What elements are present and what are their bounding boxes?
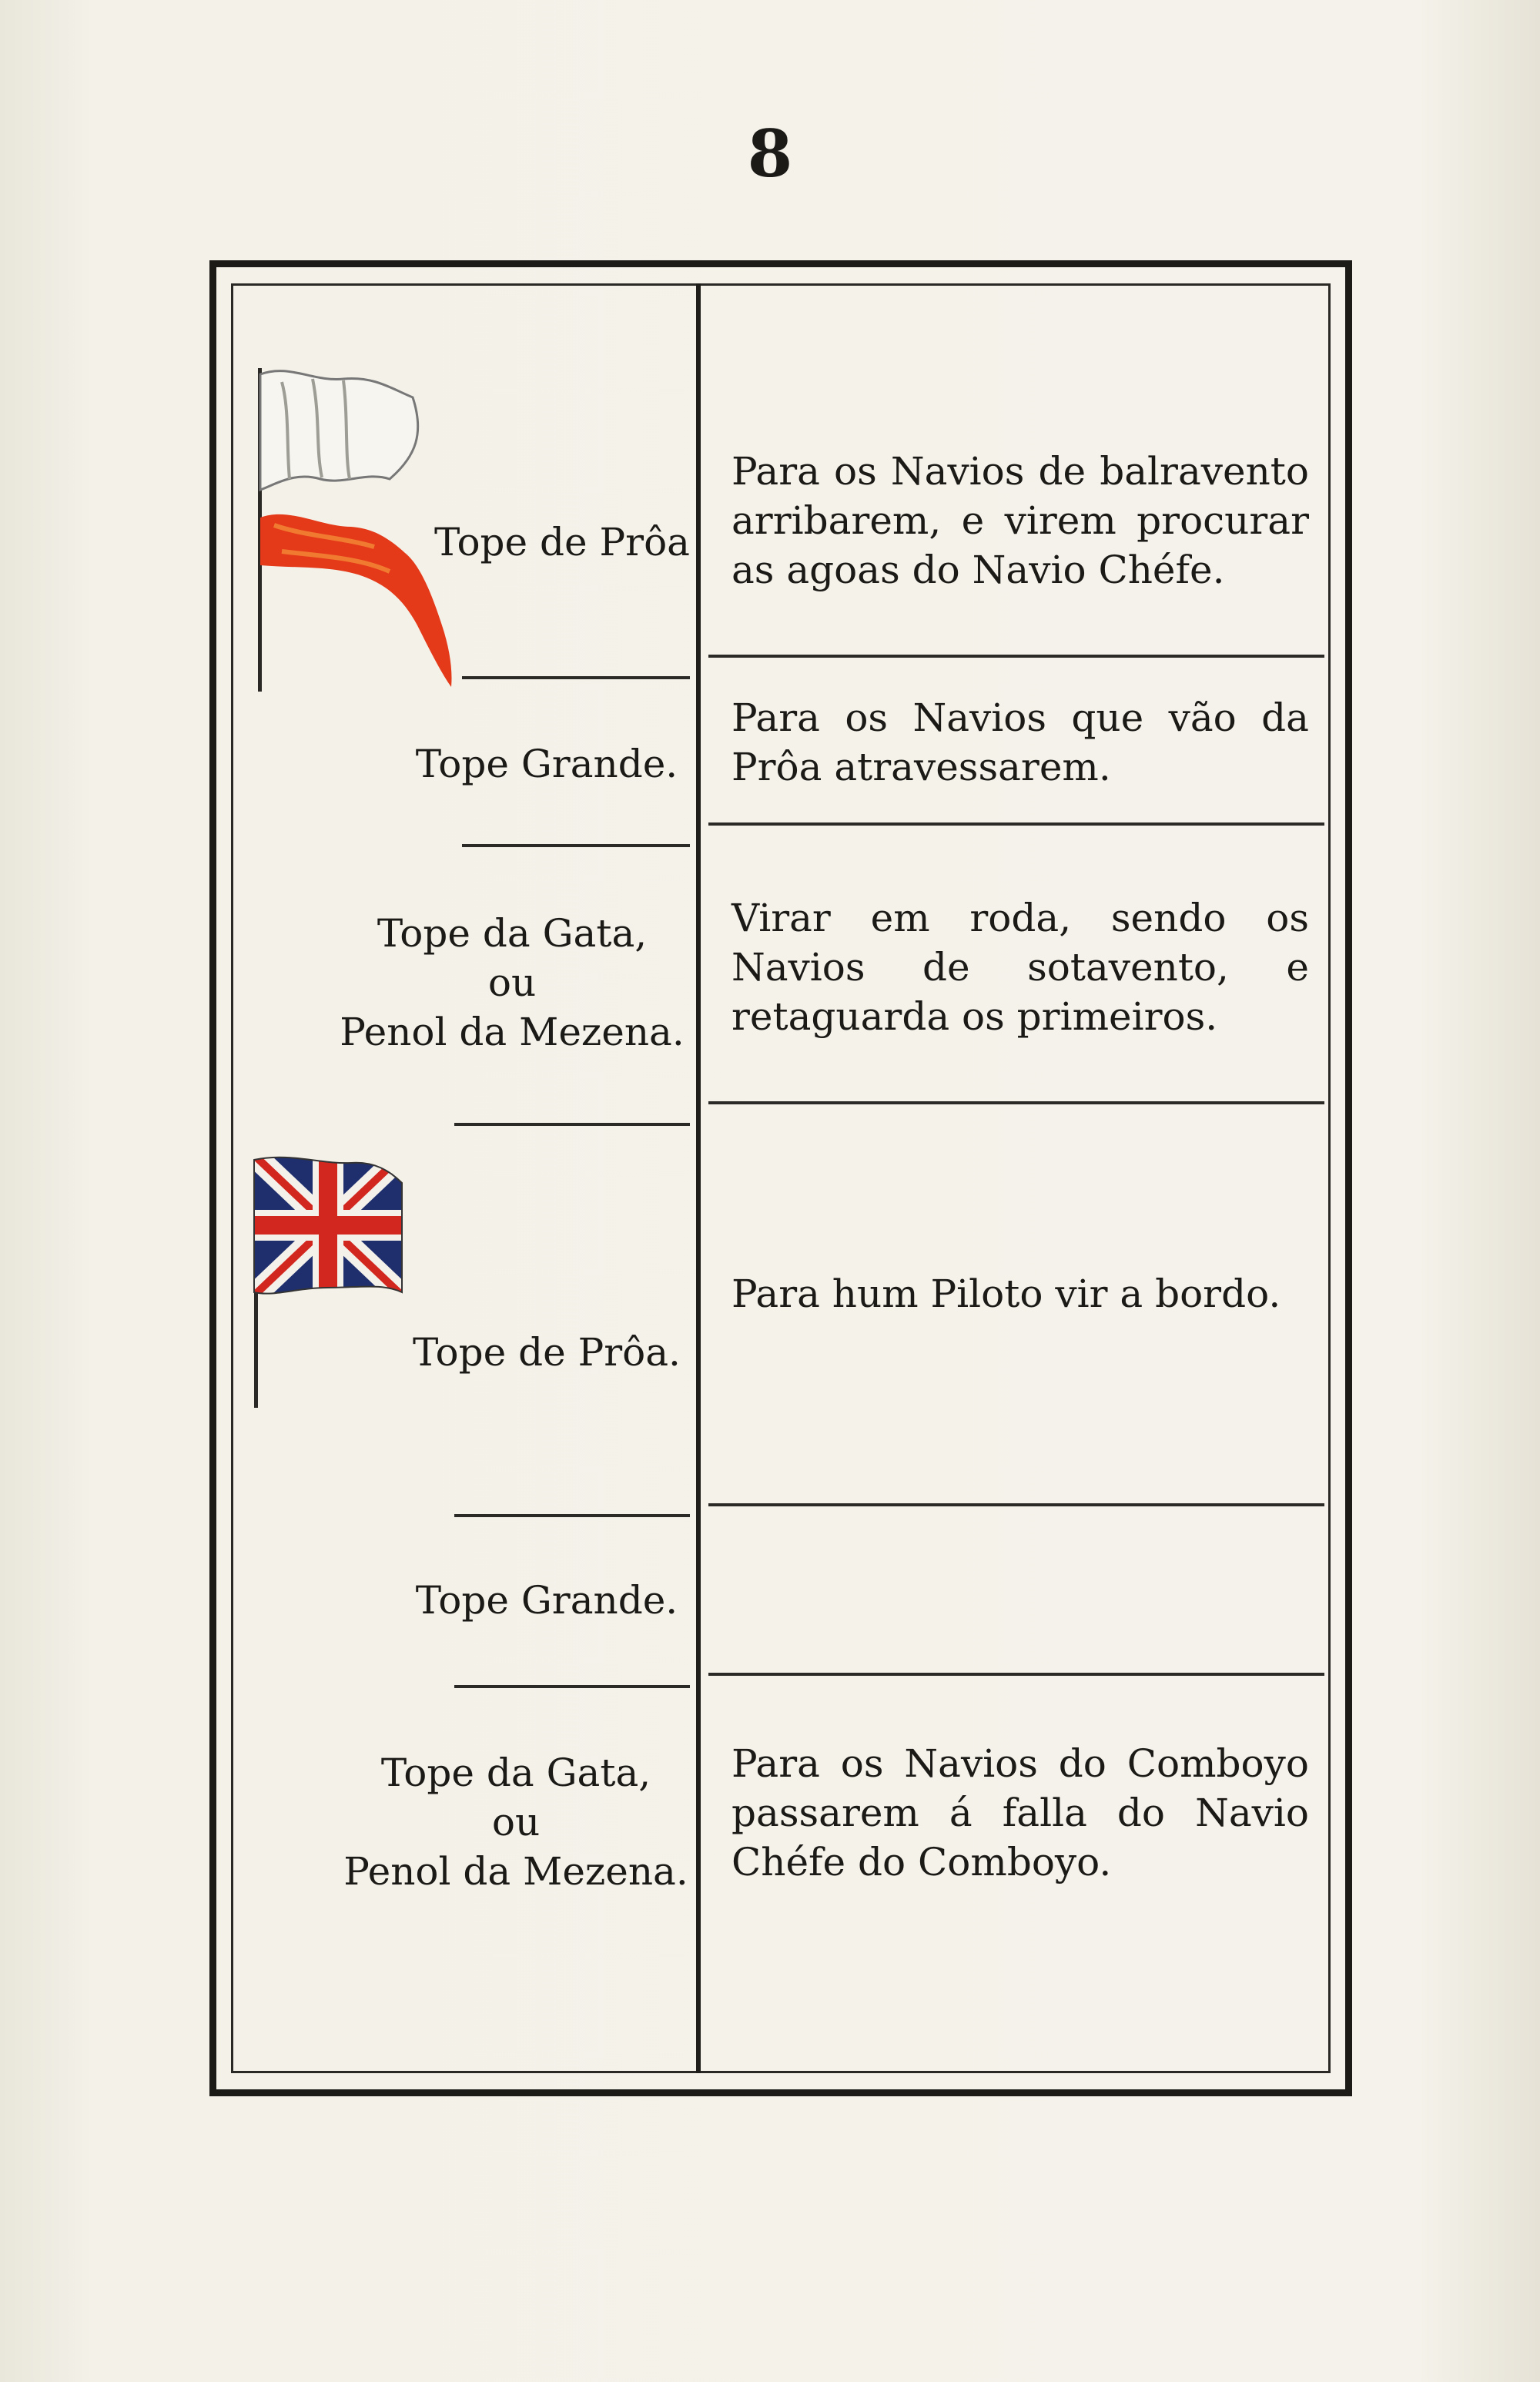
- row-divider: [454, 1514, 690, 1517]
- signal-position-line: Tope da Gata,: [377, 911, 648, 956]
- signal-meaning-text: Para os Navios do Comboyo passarem á falla do Navio Chéfe do Comboyo.: [732, 1741, 1309, 1884]
- row-divider: [454, 1123, 690, 1126]
- signal-meaning-text: Para hum Piloto vir a bordo.: [732, 1271, 1281, 1316]
- row-divider: [708, 1101, 1324, 1104]
- signal-position-label: Tope de Prôa: [434, 520, 690, 565]
- signal-meaning-text: Para os Navios de balravento arribarem, e virem procurar as agoas do Navio Chéfe.: [732, 449, 1309, 592]
- signal-position-label: Tope Grande.: [415, 742, 678, 786]
- column-divider: [696, 283, 701, 2073]
- row-divider: [708, 1673, 1324, 1676]
- row-divider: [454, 1685, 690, 1688]
- row-divider: [462, 676, 690, 679]
- signal-position-block: [339, 1748, 693, 1896]
- signal-position-line: ou: [491, 1800, 541, 1844]
- signal-position-line: ou: [487, 960, 537, 1005]
- signal-position-label: Tope Grande.: [415, 1578, 678, 1623]
- row-divider: [708, 655, 1324, 658]
- signal-position-line: Penol da Mezena.: [340, 1010, 685, 1054]
- row-divider: [462, 844, 690, 847]
- signal-position-label: Tope de Prôa.: [413, 1330, 681, 1375]
- row-divider: [708, 1503, 1324, 1506]
- page-number: 8: [747, 116, 793, 192]
- signal-position-block: [331, 909, 693, 1057]
- signal-position-line: Tope da Gata,: [380, 1750, 651, 1795]
- union-jack-flag-icon: [251, 1152, 405, 1298]
- signal-position-line: Penol da Mezena.: [343, 1849, 688, 1894]
- row-divider: [708, 822, 1324, 826]
- signal-meaning-text: Virar em roda, sendo os Navios de sotavento, e retaguarda os primeiros.: [732, 896, 1309, 1039]
- signal-meaning-text: Para os Navios que vão da Prôa atravessarem.: [732, 695, 1309, 789]
